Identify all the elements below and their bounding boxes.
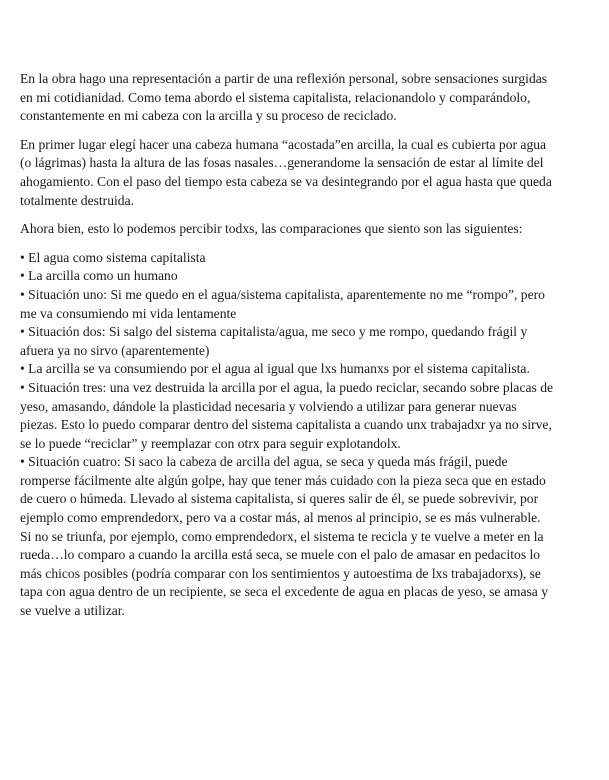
list-item-text: El agua como sistema capitalista	[28, 249, 206, 265]
document-page	[20, 70, 555, 621]
bullet-icon: •	[20, 454, 25, 470]
list-item-text: Situación dos: Si salgo del sistema capitalista/agua, me seco y me rompo, quedando frágil y afuera ya no sirvo (aparentemente)	[20, 324, 528, 358]
list-item	[20, 453, 555, 620]
list-item-text: Situación tres: una vez destruida la arcilla por el agua, la puedo reciclar, secando sobre placas de yeso, amasando, dándole la plasticidad necesaria y volviendo a utilizar para generar nuevas piezas. Esto lo puedo comparar dentro del sistema capitalista a cuando unx trabajadxr ya no sirve, se lo puede “reciclar” y reemplazar con otrx para seguir explotandolx.	[20, 379, 554, 451]
list-item-text: Situación cuatro: Si saco la cabeza de arcilla del agua, se seca y queda más frágil, puede romperse fácilmente alte algún golpe, hay que tener más cuidado con la pieza seca que en estado de cuero o húmeda. Llevado al sistema capitalista, si queres salir de él, se puede sobrevivir, por ejemplo como emprendedorx, pero va a costar más, al menos al principio, se es más vulnerable. Si no se triunfa, por ejemplo, como emprendedorx, el sistema te recicla y te vuelve a meter en la rueda…lo comparo a cuando la arcilla está seca, se muele con el palo de amasar en pedacitos lo más chicos posibles (podría comparar con los sentimientos y autoestima de lxs trabajadorxs), se tapa con agua dentro de un recipiente, se seca el excedente de agua en placas de yeso, se amasa y se vuelve a utilizar.	[20, 454, 549, 619]
list-item-text: Situación uno: Si me quedo en el agua/sistema capitalista, aparentemente no me “rompo”, pero me va consumiendo mi vida lentamente	[20, 286, 545, 321]
list-item	[20, 267, 555, 286]
bullet-icon: •	[20, 379, 25, 395]
list-item	[20, 323, 555, 360]
list-item	[20, 379, 555, 453]
list-item	[20, 360, 555, 379]
intro-paragraph: En la obra hago una representación a partir de una reflexión personal, sobre sensaciones surgidas en mi cotidianidad. Como tema abordo el sistema capitalista, relacionandolo y comparándolo, constantemente en mi cabeza con la arcilla y su proceso de reciclado.	[20, 71, 548, 124]
bullet-icon: •	[20, 268, 25, 284]
bullet-icon: •	[20, 286, 25, 302]
bullet-icon: •	[20, 361, 25, 377]
list-item-text: La arcilla como un humano	[28, 268, 178, 284]
bullet-icon: •	[20, 249, 25, 265]
comparison-list	[20, 249, 555, 621]
list-item	[20, 286, 555, 323]
list-item-text: La arcilla se va consumiendo por el agua al igual que lxs humanxs por el sistema capitalista.	[28, 361, 530, 377]
description-paragraph: En primer lugar elegí hacer una cabeza humana “acostada”en arcilla, la cual es cubierta por agua (o lágrimas) hasta la altura de las fosas nasales…generandome la sensación de estar al límite del ahogamiento. Con el paso del tiempo esta cabeza se va desintegrando por el agua hasta que queda totalmente destruida.	[20, 136, 552, 208]
comparison-intro-paragraph: Ahora bien, esto lo podemos percibir todxs, las comparaciones que siento son las siguientes:	[20, 221, 523, 237]
list-item	[20, 249, 555, 268]
bullet-icon: •	[20, 324, 25, 340]
